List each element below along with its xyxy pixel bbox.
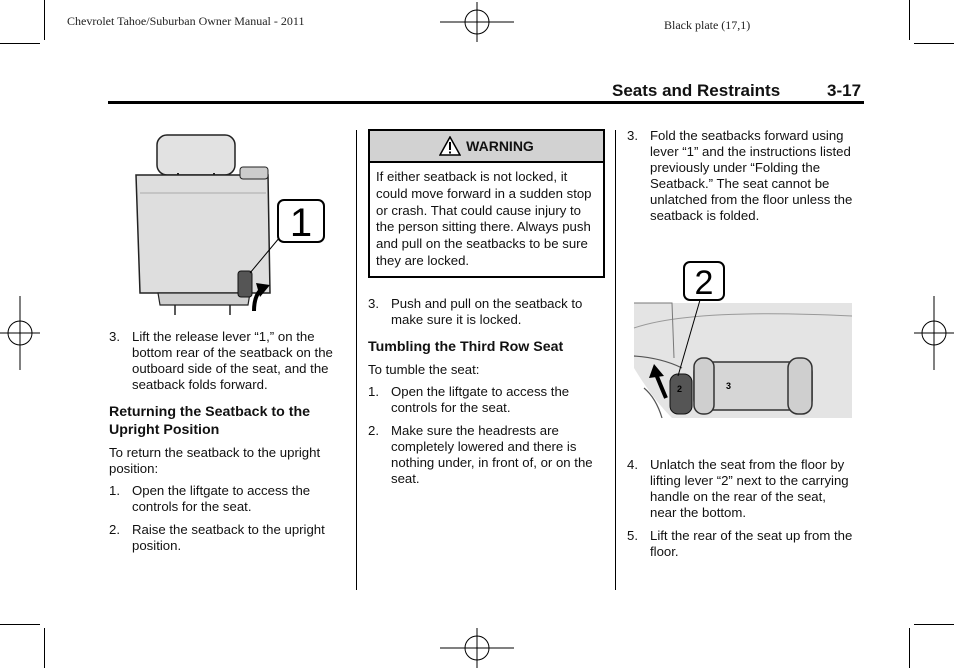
list-item: 5. Lift the rear of the seat up from the floor. xyxy=(627,528,853,559)
subheading: Returning the Seatback to the Upright Position xyxy=(109,404,311,438)
figure-label-2: 2 xyxy=(694,264,714,302)
intro-text: To tumble the seat: xyxy=(368,361,480,377)
column-2 xyxy=(368,129,605,494)
column-divider xyxy=(356,130,357,590)
subheading: Tumbling the Third Row Seat xyxy=(368,338,564,355)
intro-text: To return the seatback to the upright position: xyxy=(109,445,321,476)
crop-mark xyxy=(0,624,40,625)
list-item: 1. Open the liftgate to access the controls for the seat. xyxy=(368,383,570,415)
list-item: 3. Push and pull on the seatback to make sure it is locked. xyxy=(368,295,583,327)
small-label-2: 2 xyxy=(677,384,683,394)
column-1 xyxy=(109,329,349,561)
crop-mark xyxy=(44,0,45,40)
list-item: 3. Lift the release lever “1,” on the bottom rear of the seatback on the outboard side of the seat, and the seatback folds forward. xyxy=(109,329,333,392)
list-item: 2. Raise the seatback to the upright position. xyxy=(109,522,325,553)
registration-mark-bottom xyxy=(440,628,514,668)
warning-icon xyxy=(439,136,461,156)
crop-mark xyxy=(909,628,910,668)
column-divider xyxy=(615,130,616,590)
list-item: 3. Fold the seatbacks forward using lever “1” and the instructions listed previously under “Folding the Seatback.” The seat cannot be unlatched from the floor unless the seatback is folded. xyxy=(627,128,853,223)
crop-mark xyxy=(44,628,45,668)
list-item: 2. Make sure the headrests are completely lowered and there is nothing under, in front of, or on the seat. xyxy=(368,422,593,486)
plate-label: Black plate (17,1) xyxy=(664,18,751,32)
warning-body: If either seatback is not locked, it could move forward in a sudden stop or crash. That could cause injury to the person sitting there. Always push and pull on the seatbacks to be sure they are locked. xyxy=(376,169,592,268)
warning-box xyxy=(368,129,605,278)
crop-mark xyxy=(909,0,910,40)
page-number: 3-17 xyxy=(827,81,862,100)
small-label-3: 3 xyxy=(726,381,732,391)
column-3-top xyxy=(627,128,855,231)
seat-latch-illustration xyxy=(632,258,854,438)
crop-mark xyxy=(0,43,40,44)
warning-title: WARNING xyxy=(466,138,534,154)
crop-mark xyxy=(914,624,954,625)
list-item: 1. Open the liftgate to access the controls for the seat. xyxy=(109,483,311,514)
registration-mark-top xyxy=(440,2,514,42)
column-3-bottom xyxy=(627,457,855,567)
crop-mark xyxy=(914,43,954,44)
list-item: 4. Unlatch the seat from the floor by lifting lever “2” next to the carrying handle on the rear of the seat, near the bottom. xyxy=(627,457,849,520)
section-title: Seats and Restraints xyxy=(612,81,781,100)
header-rule xyxy=(108,101,864,104)
registration-mark-left xyxy=(0,296,40,370)
registration-mark-right xyxy=(914,296,954,370)
warning-header xyxy=(370,131,603,163)
manual-title: Chevrolet Tahoe/Suburban Owner Manual - 2011 xyxy=(67,14,305,28)
seatback-illustration xyxy=(130,133,330,318)
figure-label-1: 1 xyxy=(289,201,313,245)
